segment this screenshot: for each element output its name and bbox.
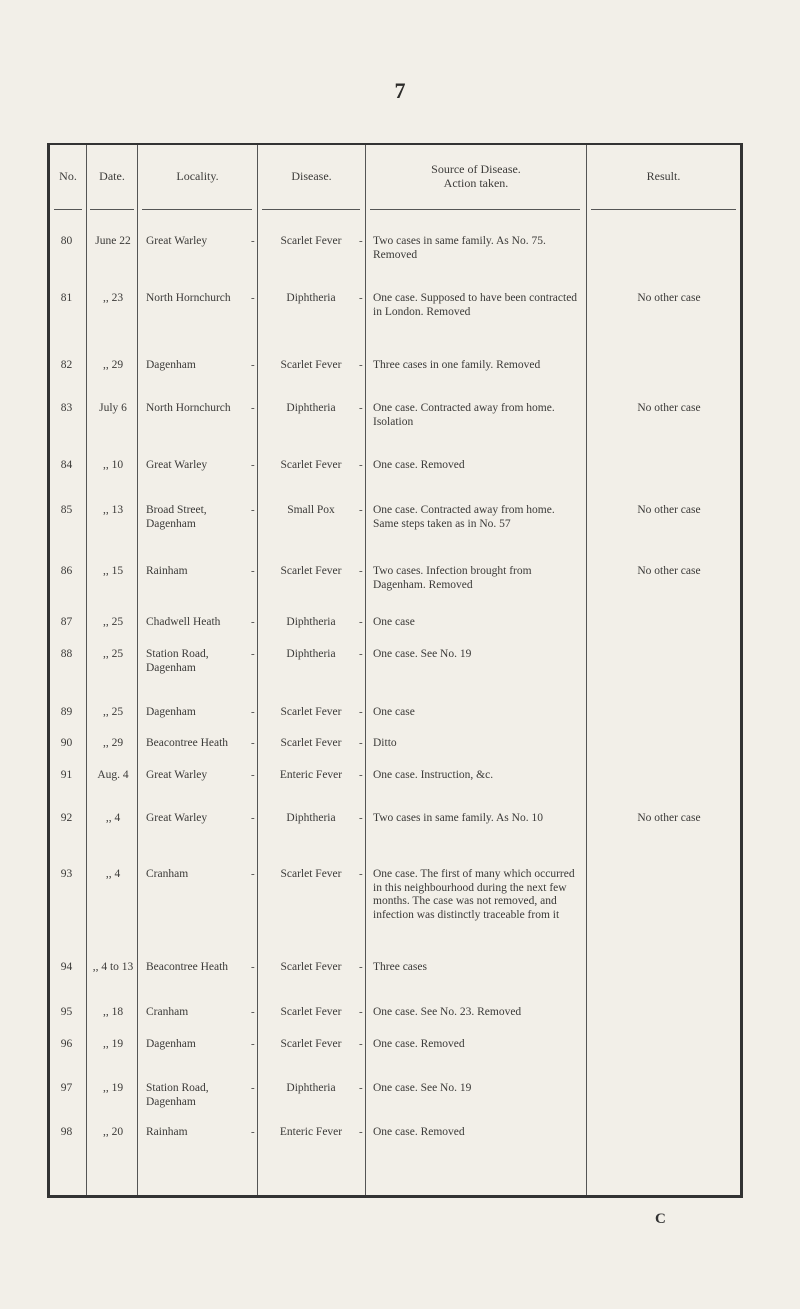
row-number: 84 [60,459,73,471]
row-source-action: Two cases in same family. As No. 75. Removed [373,235,546,261]
leader-dash: - [359,402,363,414]
row-source-action: One case. Contracted away from home. Isolation [373,402,555,428]
row-result: No other case [637,292,701,304]
row-source-action: One case. Removed [373,1126,465,1138]
column-divider [257,145,258,1195]
header-result: Result. [646,169,681,183]
row-locality: Chadwell Heath [146,616,221,628]
row-number: 93 [60,868,73,880]
leader-dash: - [359,706,363,718]
row-number: 82 [60,359,73,371]
row-date: ,, 25 [102,706,124,718]
row-number: 94 [60,961,73,973]
row-date: July 6 [99,402,127,414]
row-number: 81 [60,292,73,304]
row-locality: North Hornchurch [146,402,231,414]
leader-dash: - [251,292,255,304]
leader-dash: - [359,1082,363,1094]
row-disease: Scarlet Fever [280,459,342,471]
row-source-action: One case. See No. 19 [373,1082,472,1094]
row-date: ,, 10 [102,459,124,471]
leader-dash: - [251,459,255,471]
row-locality: Great Warley [146,812,208,824]
row-disease: Small Pox [287,504,335,516]
row-date: ,, 25 [102,616,124,628]
row-source-action: One case. Instruction, &c. [373,769,494,781]
row-source-action: One case. Supposed to have been contracted in London. Removed [373,292,578,318]
leader-dash: - [359,235,363,247]
row-source-action: One case. The first of many which occurred in this neighbourhood during the next few months. The case was not removed, and infection was distinctly traceable from it [373,868,575,921]
row-date: ,, 25 [102,648,124,660]
leader-dash: - [359,737,363,749]
header-date: Date. [99,169,125,183]
leader-dash: - [251,1006,255,1018]
leader-dash: - [251,737,255,749]
row-date: ,, 4 to 13 [92,961,134,973]
row-source-action: Three cases [373,961,427,973]
leader-dash: - [251,812,255,824]
leader-dash: - [359,616,363,628]
leader-dash: - [251,769,255,781]
leader-dash: - [251,359,255,371]
row-locality: Station Road, Dagenham [146,648,209,674]
row-locality: Rainham [146,565,188,577]
leader-dash: - [251,706,255,718]
row-disease: Diphtheria [286,1082,336,1094]
leader-dash: - [359,812,363,824]
header-rule [262,209,360,210]
leader-dash: - [251,616,255,628]
row-date: ,, 20 [102,1126,124,1138]
leader-dash: - [359,769,363,781]
row-result: No other case [637,504,701,516]
leader-dash: - [359,565,363,577]
leader-dash: - [359,504,363,516]
row-source-action: One case. Contracted away from home. Same steps taken as in No. 57 [373,504,555,530]
row-locality: Cranham [146,1006,189,1018]
row-number: 89 [60,706,73,718]
header-locality: Locality. [176,169,219,183]
row-locality: Broad Street, Dagenham [146,504,207,530]
row-number: 83 [60,402,73,414]
row-result: No other case [637,812,701,824]
row-number: 85 [60,504,73,516]
row-date: June 22 [95,235,131,247]
row-disease: Scarlet Fever [280,737,342,749]
leader-dash: - [359,1006,363,1018]
row-number: 95 [60,1006,73,1018]
row-number: 80 [60,235,73,247]
row-disease: Diphtheria [286,402,336,414]
header-rule [370,209,580,210]
row-source-action: One case [373,616,415,628]
row-date: ,, 23 [102,292,124,304]
row-disease: Enteric Fever [279,1126,343,1138]
leader-dash: - [359,1038,363,1050]
row-locality: Dagenham [146,706,196,718]
row-locality: Dagenham [146,1038,196,1050]
row-locality: Great Warley [146,769,208,781]
leader-dash: - [359,648,363,660]
row-disease: Diphtheria [286,616,336,628]
row-locality: Rainham [146,1126,188,1138]
row-number: 91 [60,769,73,781]
row-disease: Scarlet Fever [280,359,342,371]
row-date: ,, 13 [102,504,124,516]
row-locality: Station Road, Dagenham [146,1082,209,1108]
row-number: 97 [60,1082,73,1094]
row-date: ,, 4 [105,812,121,824]
row-locality: Great Warley [146,235,208,247]
row-date: ,, 4 [105,868,121,880]
leader-dash: - [251,235,255,247]
row-date: ,, 15 [102,565,124,577]
header-rule [142,209,252,210]
row-number: 87 [60,616,73,628]
row-number: 86 [60,565,73,577]
page-number: 7 [394,78,406,103]
leader-dash: - [251,868,255,880]
row-disease: Scarlet Fever [280,1038,342,1050]
leader-dash: - [251,402,255,414]
row-date: ,, 19 [102,1038,124,1050]
header-rule [54,209,82,210]
row-number: 98 [60,1126,73,1138]
leader-dash: - [359,459,363,471]
row-date: ,, 29 [102,359,124,371]
row-disease: Scarlet Fever [280,868,342,880]
leader-dash: - [359,292,363,304]
leader-dash: - [251,1082,255,1094]
row-disease: Diphtheria [286,648,336,660]
header-rule [591,209,736,210]
signature-mark: C [655,1211,666,1227]
row-date: ,, 29 [102,737,124,749]
row-result: No other case [637,402,701,414]
leader-dash: - [251,648,255,660]
column-divider [365,145,366,1195]
row-disease: Enteric Fever [279,769,343,781]
row-disease: Scarlet Fever [280,961,342,973]
row-source-action: Two cases. Infection brought from Dagenham. Removed [373,565,532,591]
header-no: No. [59,169,77,183]
header-disease: Disease. [291,169,332,183]
leader-dash: - [251,504,255,516]
leader-dash: - [359,868,363,880]
row-source-action: One case. Removed [373,459,465,471]
row-locality: Beacontree Heath [146,737,229,749]
leader-dash: - [251,961,255,973]
row-locality: Cranham [146,868,189,880]
notifications-table [47,143,743,1198]
header-rule [90,209,134,210]
leader-dash: - [359,359,363,371]
row-date: ,, 18 [102,1006,124,1018]
row-source-action: One case. See No. 23. Removed [373,1006,522,1018]
row-source-action: One case. Removed [373,1038,465,1050]
row-number: 92 [60,812,73,824]
row-number: 96 [60,1038,73,1050]
row-locality: Beacontree Heath [146,961,229,973]
row-number: 88 [60,648,73,660]
row-disease: Scarlet Fever [280,235,342,247]
row-source-action: Three cases in one family. Removed [373,359,541,371]
row-number: 90 [60,737,73,749]
row-source-action: Ditto [373,737,397,749]
row-source-action: One case. See No. 19 [373,648,472,660]
row-locality: Dagenham [146,359,196,371]
row-date: ,, 19 [102,1082,124,1094]
leader-dash: - [251,565,255,577]
leader-dash: - [359,961,363,973]
row-disease: Diphtheria [286,292,336,304]
row-disease: Diphtheria [286,812,336,824]
row-source-action: One case [373,706,415,718]
column-divider [586,145,587,1195]
row-locality: North Hornchurch [146,292,231,304]
row-disease: Scarlet Fever [280,706,342,718]
leader-dash: - [359,1126,363,1138]
row-source-action: Two cases in same family. As No. 10 [373,812,543,824]
header-source: Source of Disease. Action taken. [431,162,521,190]
row-locality: Great Warley [146,459,208,471]
row-date: Aug. 4 [97,769,129,781]
leader-dash: - [251,1038,255,1050]
row-result: No other case [637,565,701,577]
row-disease: Scarlet Fever [280,1006,342,1018]
row-disease: Scarlet Fever [280,565,342,577]
leader-dash: - [251,1126,255,1138]
